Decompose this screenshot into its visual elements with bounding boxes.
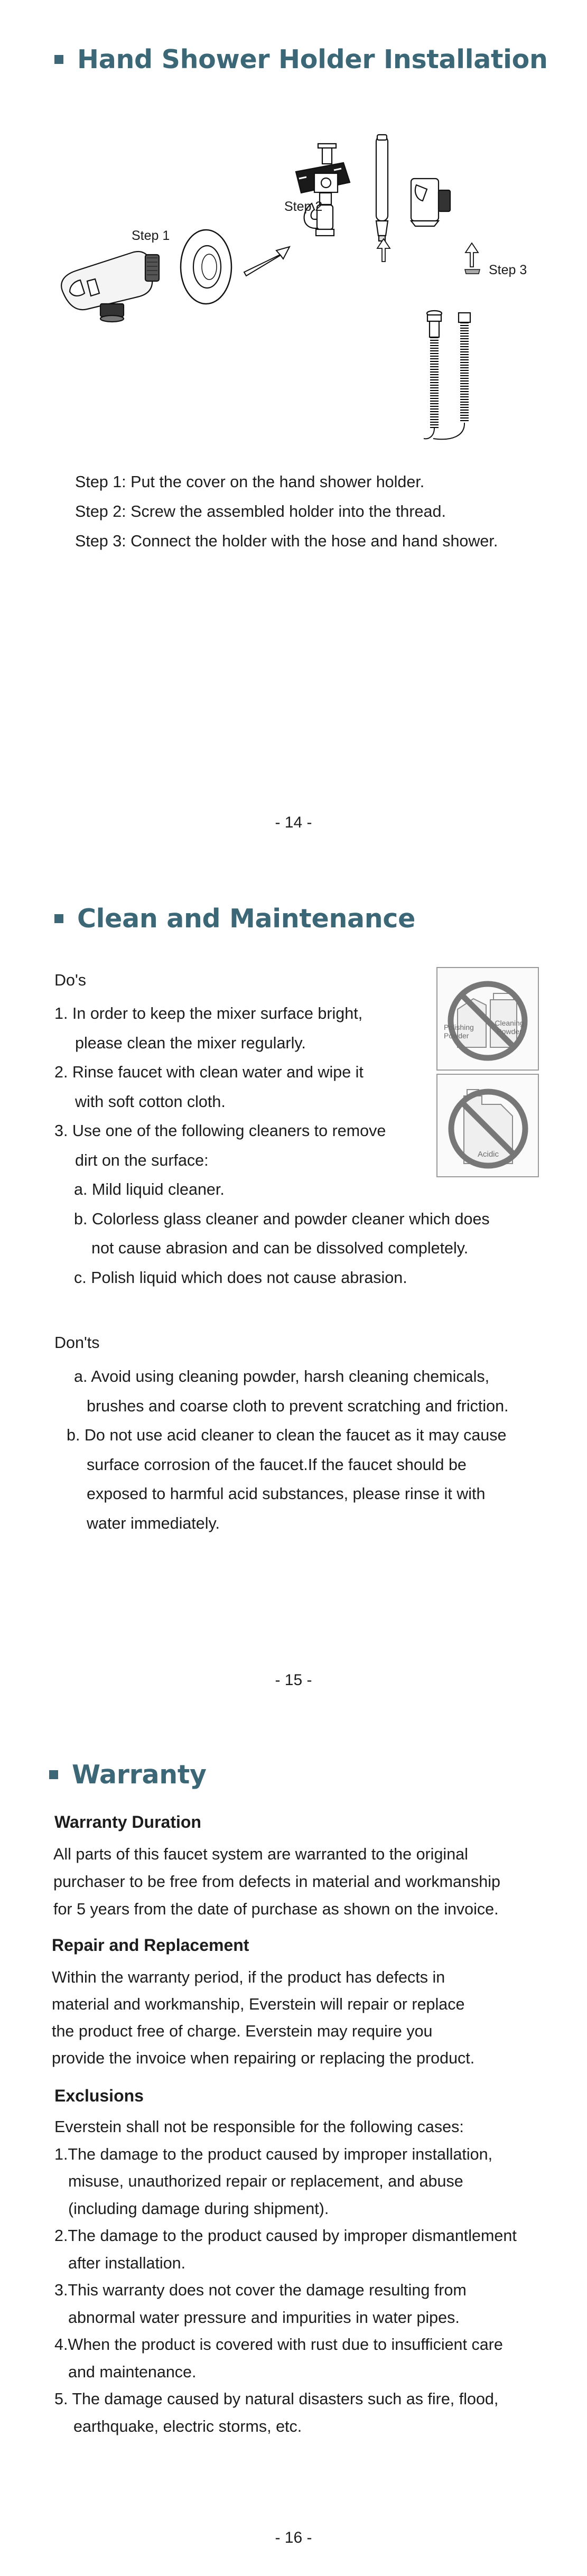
title-bullet — [49, 1770, 58, 1779]
hand-shower — [376, 135, 388, 241]
icon-label-acidic: Acidic — [478, 1150, 499, 1159]
install-steps — [75, 467, 498, 556]
repair-line: Within the warranty period, if the product has defects in — [52, 1968, 445, 1986]
holder-assembled — [411, 179, 450, 226]
donts-list — [67, 1362, 509, 1538]
icon-label-polishing: Polishing Powder — [444, 1023, 474, 1040]
wall-bracket — [296, 144, 350, 236]
step3-arrow — [377, 239, 390, 262]
donts-line: surface corrosion of the faucet.If the faucet should be — [87, 1455, 467, 1474]
donts-line: exposed to harmful acid substances, please rinse it with — [87, 1485, 486, 1503]
install-arrow — [244, 247, 290, 276]
exclusion-line: 1.The damage to the product caused by improper installation, — [54, 2145, 493, 2163]
holder-body — [61, 252, 152, 310]
dos-line: with soft cotton cloth. — [75, 1092, 226, 1111]
icon-label-cleaning: Cleaning Powder — [495, 1019, 524, 1036]
duration-line: All parts of this faucet system are warranted to the original — [53, 1845, 468, 1863]
diagram-step3-label: Step 3 — [489, 263, 527, 277]
exclusion-line: 5. The damage caused by natural disasters such as fire, flood, — [54, 2390, 499, 2408]
page-title-installation — [54, 44, 548, 75]
title-bullet — [54, 914, 63, 923]
exclusion-line: abnormal water pressure and impurities in water pipes. — [68, 2308, 460, 2327]
dos-line: dirt on the surface: — [75, 1151, 209, 1169]
page-number-15: - 15 - — [275, 1671, 312, 1689]
donts-line: a. Avoid using cleaning powder, harsh cleaning chemicals, — [74, 1368, 490, 1385]
exclusion-line: misuse, unauthorized repair or replacement, and abuse — [68, 2172, 463, 2190]
repair-heading: Repair and Replacement — [52, 1936, 249, 1955]
title-bullet — [54, 55, 63, 64]
exclusions-text — [54, 2114, 517, 2440]
exclusion-line: earthquake, electric storms, etc. — [73, 2417, 302, 2435]
donts-heading: Don'ts — [54, 1334, 100, 1352]
step3-arrow-2 — [465, 243, 478, 267]
no-powder-icon — [436, 967, 539, 1071]
holder-thread — [145, 255, 159, 281]
dos-line: 2. Rinse faucet with clean water and wipe it — [54, 1063, 364, 1081]
exclusion-line: 3.This warranty does not cover the damage resulting from — [54, 2281, 467, 2299]
no-acid-icon — [436, 1074, 539, 1177]
donts-line: b. Do not use acid cleaner to clean the faucet as it may cause — [67, 1426, 507, 1444]
page-title-text: Warranty — [72, 1760, 207, 1790]
shower-hose — [424, 313, 470, 439]
exclusion-line: (including damage during shipment). — [68, 2199, 329, 2218]
exclusion-line: 4.When the product is covered with rust due to insufficient care — [54, 2336, 503, 2354]
dos-line: 1. In order to keep the mixer surface bright, — [54, 1005, 363, 1022]
dos-heading: Do's — [54, 971, 87, 989]
dos-list — [54, 999, 490, 1292]
exclusion-line: after installation. — [68, 2254, 186, 2272]
dos-line: please clean the mixer regularly. — [75, 1034, 306, 1052]
holder-bottom-nut — [100, 304, 124, 317]
page-title-maintenance — [54, 904, 415, 934]
dos-line: c. Polish liquid which does not cause abrasion. — [74, 1268, 407, 1287]
page-title-warranty — [49, 1760, 207, 1790]
duration-line: for 5 years from the date of purchase as shown on the invoice. — [53, 1900, 499, 1918]
warranty-duration-text — [53, 1840, 500, 1923]
exclusion-line: and maintenance. — [68, 2363, 197, 2381]
step-line: Step 2: Screw the assembled holder into the thread. — [75, 503, 446, 520]
step-line: Step 1: Put the cover on the hand shower holder. — [75, 473, 425, 491]
duration-line: purchaser to be free from defects in material and workmanship — [53, 1873, 500, 1891]
installation-diagram — [48, 85, 523, 444]
repair-line: provide the invoice when repairing or replacing the product. — [52, 2049, 475, 2067]
page-number-14: - 14 - — [275, 814, 312, 831]
exclusion-line: Everstein shall not be responsible for the following cases: — [54, 2118, 464, 2136]
diagram-step2-label: Step 2 — [284, 199, 323, 214]
donts-line: brushes and coarse cloth to prevent scratching and friction. — [87, 1397, 509, 1415]
exclusions-heading: Exclusions — [54, 2086, 144, 2105]
repair-text — [52, 1964, 474, 2072]
page-number-16: - 16 - — [275, 2529, 312, 2546]
dos-line: not cause abrasion and can be dissolved completely. — [91, 1239, 469, 1257]
exclusion-line: 2.The damage to the product caused by improper dismantlement — [54, 2227, 517, 2245]
dos-line: b. Colorless glass cleaner and powder cleaner which does — [74, 1210, 490, 1228]
page-title-text: Hand Shower Holder Installation — [77, 44, 548, 75]
warranty-duration-heading: Warranty Duration — [54, 1812, 201, 1831]
step-line: Step 3: Connect the holder with the hose and hand shower. — [75, 532, 498, 550]
diagram-step1-label: Step 1 — [132, 228, 170, 243]
page-title-text: Clean and Maintenance — [77, 904, 416, 934]
repair-line: the product free of charge. Everstein may require you — [52, 2022, 433, 2040]
dos-line: a. Mild liquid cleaner. — [74, 1180, 225, 1198]
dos-line: 3. Use one of the following cleaners to remove — [54, 1122, 386, 1140]
repair-line: material and workmanship, Everstein will repair or replace — [52, 1995, 465, 2013]
donts-line: water immediately. — [87, 1514, 220, 1532]
